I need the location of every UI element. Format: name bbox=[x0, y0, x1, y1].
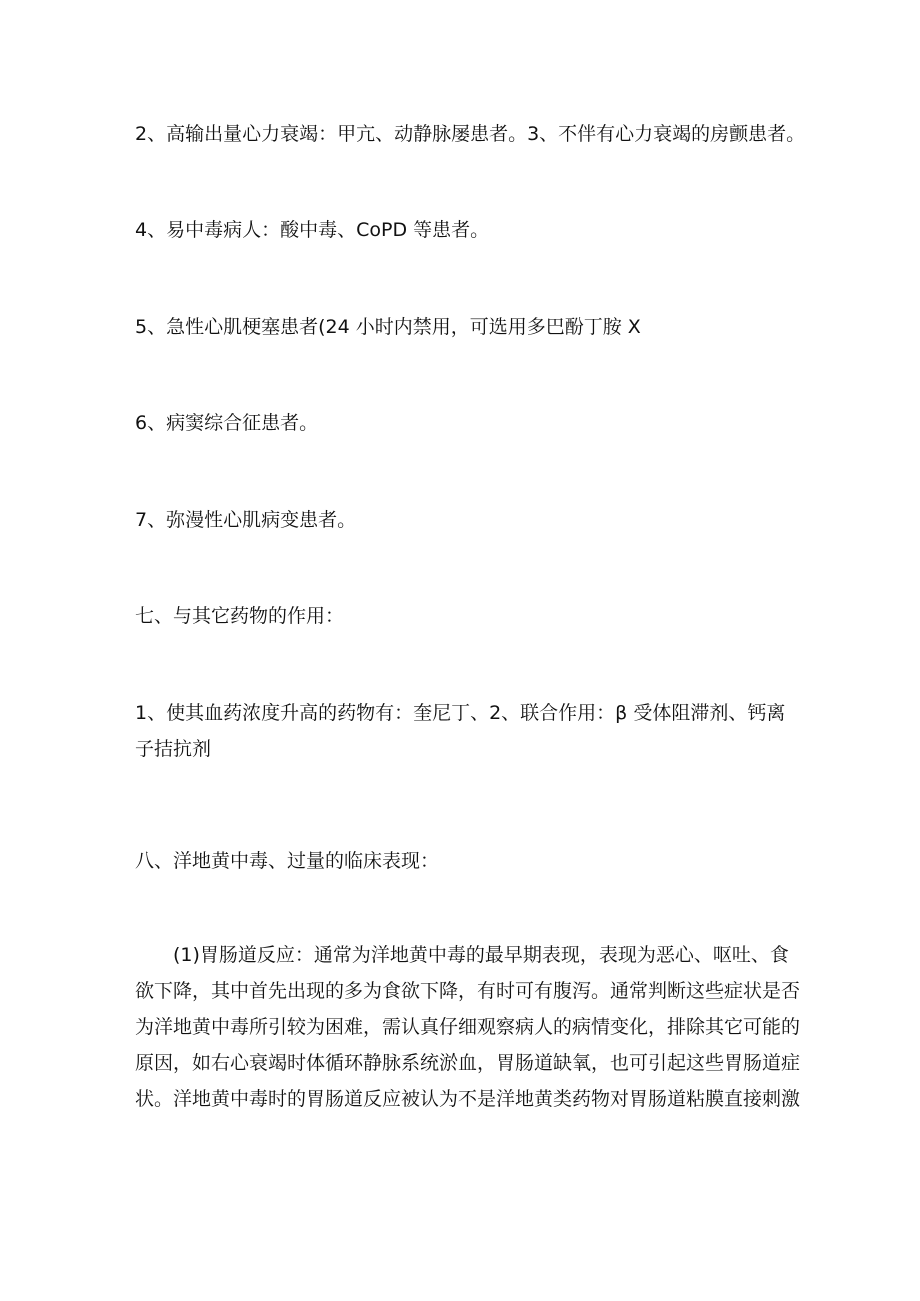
section-heading-digitalis-toxicity: 八、洋地黄中毒、过量的临床表现： bbox=[135, 850, 440, 872]
contraindication-line-6: 6、病窦综合征患者。 bbox=[135, 412, 319, 434]
drug-interaction-paragraph bbox=[135, 695, 785, 767]
gastrointestinal-reaction-paragraph bbox=[135, 937, 801, 1117]
paragraph-line: 子拮抗剂 bbox=[135, 738, 212, 760]
paragraph-line: 1、使其血药浓度升高的药物有：奎尼丁、2、联合作用：β 受体阻滞剂、钙离 bbox=[135, 702, 786, 724]
paragraph-line: (1)胃肠道反应：通常为洋地黄中毒的最早期表现，表现为恶心、呕吐、食 bbox=[173, 944, 789, 966]
contraindication-line-7: 7、弥漫性心肌病变患者。 bbox=[135, 509, 357, 531]
paragraph-line: 原因，如右心衰竭时体循环静脉系统淤血，胃肠道缺氧，也可引起这些胃肠道症 bbox=[135, 1052, 801, 1074]
contraindication-line-2-3: 2、高输出量心力衰竭：甲亢、动静脉屡患者。3、不伴有心力衰竭的房颤患者。 bbox=[135, 123, 806, 145]
contraindication-line-5: 5、急性心肌梗塞患者(24 小时内禁用，可选用多巴酚丁胺 X bbox=[135, 316, 641, 338]
contraindication-line-4: 4、易中毒病人：酸中毒、CoPD 等患者。 bbox=[135, 219, 490, 241]
paragraph-line: 状。洋地黄中毒时的胃肠道反应被认为不是洋地黄类药物对胃肠道粘膜直接刺激 bbox=[135, 1088, 801, 1110]
paragraph-line: 欲下降，其中首先出现的多为食欲下降，有时可有腹泻。通常判断这些症状是否 bbox=[135, 980, 801, 1002]
section-heading-drug-interactions: 七、与其它药物的作用： bbox=[135, 605, 345, 627]
paragraph-line: 为洋地黄中毒所引较为困难，需认真仔细观察病人的病情变化，排除其它可能的 bbox=[135, 1016, 801, 1038]
